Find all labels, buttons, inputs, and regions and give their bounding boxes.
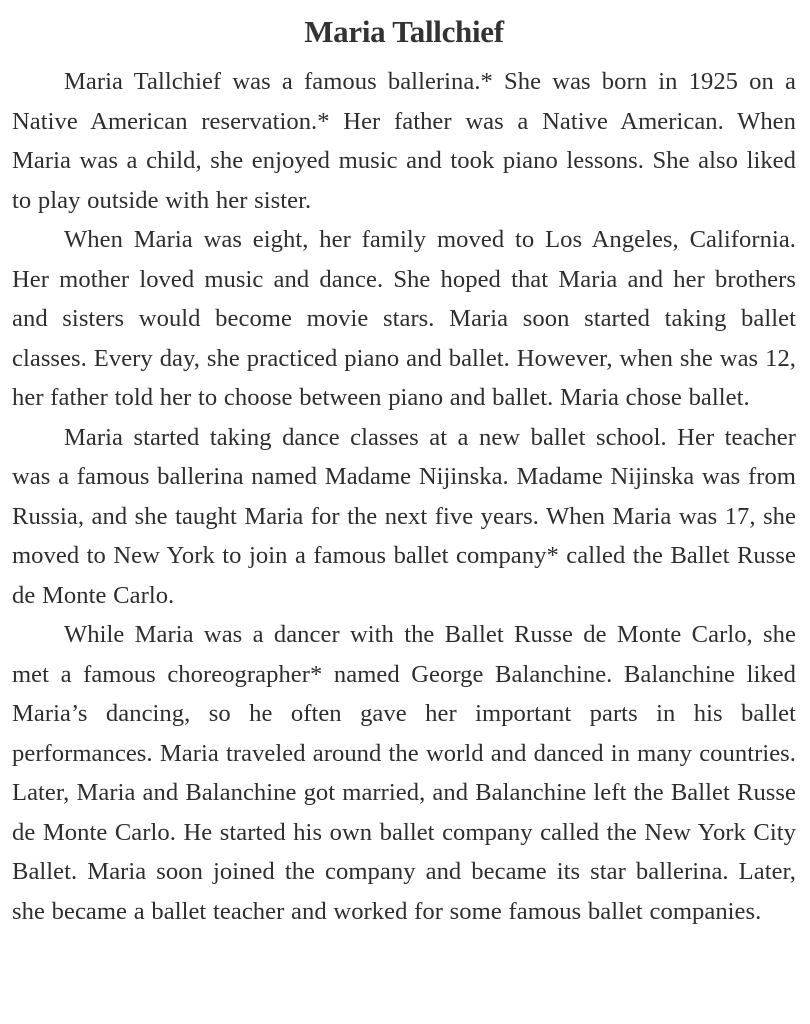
document-title: Maria Tallchief — [304, 14, 504, 49]
paragraph-4: While Maria was a dancer with the Ballet Russe de Monte Carlo, she met a famous choreographer* named George Balanchine. Balanchine liked Maria’s dancing, so he often gave her important parts in his ballet performances. Maria traveled around the world and danced in many countries. Later, Maria and Balanchine got married, and Balanchine left the Ballet Russe de Monte Carlo. He started his own ballet company called the New York City Ballet. Maria soon joined the company and became its star ballerina. Later, she became a ballet teacher and worked for some famous ballet companies. — [12, 621, 796, 925]
story-body — [12, 62, 796, 931]
paragraph-3: Maria started taking dance classes at a new ballet school. Her teacher was a famous ballerina named Madame Nijinska. Madame Nijinska was from Russia, and she taught Maria for the next five years. When Maria was 17, she moved to New York to join a famous ballet company* called the Ballet Russe de Monte Carlo. — [12, 423, 796, 609]
paragraph-1: Maria Tallchief was a famous ballerina.* She was born in 1925 on a Native American reservation.* Her father was a Native American. When Maria was a child, she enjoyed music and took piano lessons. She also liked to play outside with her sister. — [12, 68, 796, 214]
paragraph-2: When Maria was eight, her family moved to Los Angeles, California. Her mother loved music and dance. She hoped that Maria and her brothers and sisters would become movie stars. Maria soon started taking ballet classes. Every day, she practiced piano and ballet. However, when she was 12, her father told her to choose between piano and ballet. Maria chose ballet. — [12, 226, 796, 411]
